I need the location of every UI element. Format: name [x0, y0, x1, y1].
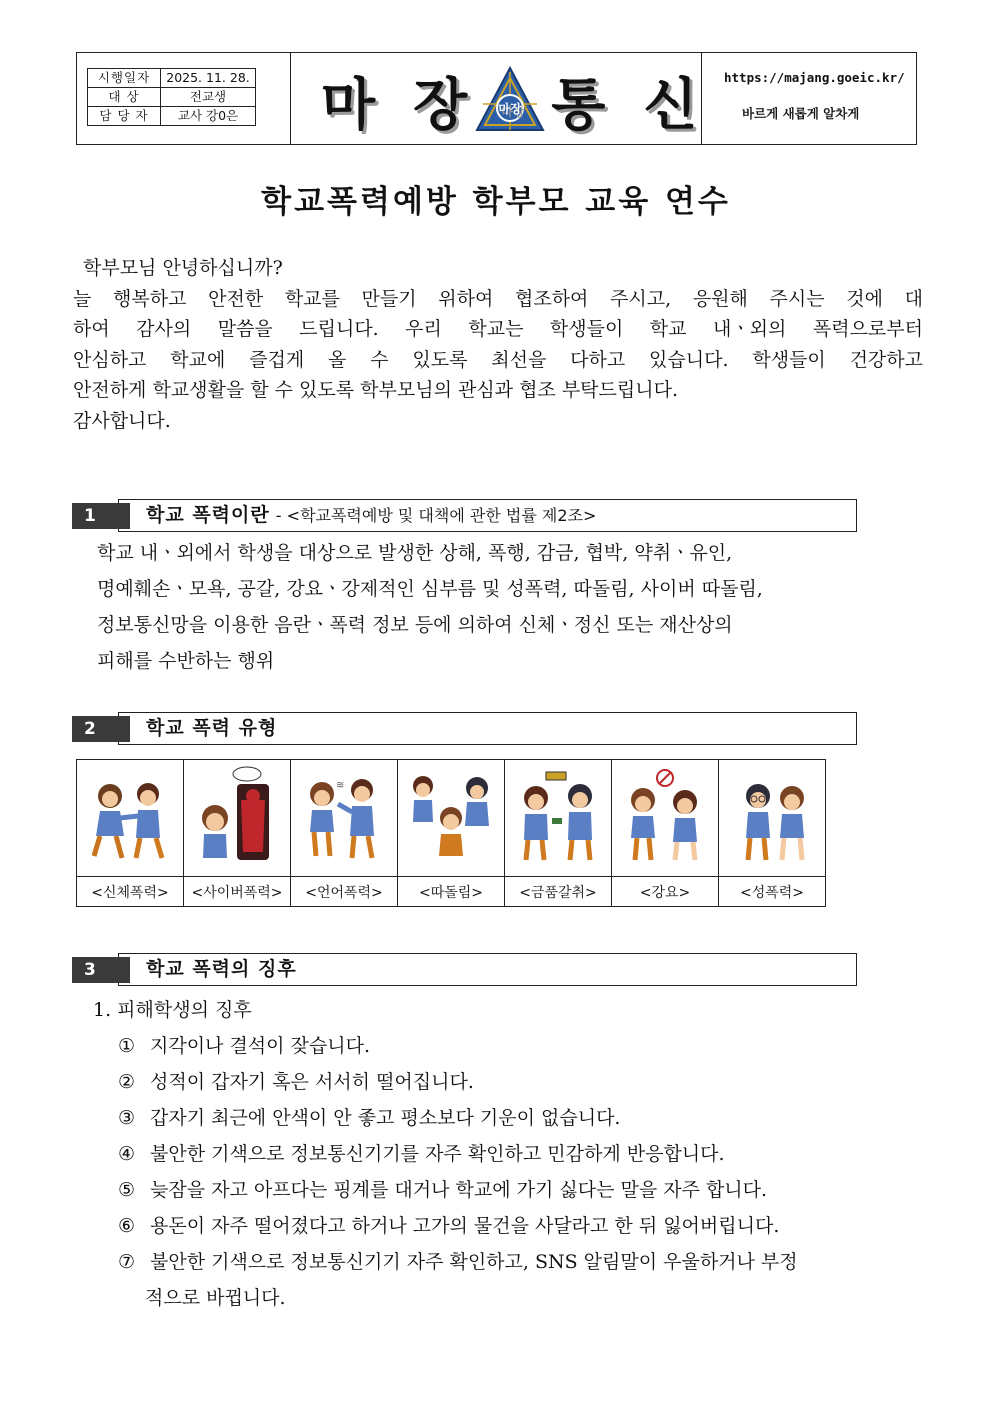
section-title: 학교 폭력이란 [146, 504, 270, 526]
signs-list [93, 992, 923, 1316]
sexual-violence-illustration-icon [722, 766, 822, 866]
section-title-box [118, 499, 857, 532]
label-row [77, 877, 826, 907]
ostracism-illustration-icon [401, 766, 501, 866]
physical-violence-illustration-icon [80, 766, 180, 866]
section-2-header [72, 712, 857, 745]
item-number: ⑥ [118, 1215, 136, 1237]
svg-text:≋: ≋ [336, 780, 345, 791]
extortion-illustration-icon [508, 766, 608, 866]
section-1-header [72, 499, 857, 532]
meta-key: 대 상 [88, 88, 161, 107]
school-url-link[interactable]: https://majang.goeic.kr/ [724, 70, 905, 85]
type-label: <신체폭력> [77, 877, 184, 907]
extortion-cell [505, 760, 612, 877]
list-item [93, 1244, 923, 1280]
item-number: ① [118, 1035, 136, 1057]
masthead-char: 통 [551, 73, 606, 138]
meta-value: 교사 강0은 [161, 107, 256, 126]
section-title: 학교 폭력의 징후 [146, 958, 297, 980]
item-number: ④ [118, 1143, 136, 1165]
newsletter-header [76, 52, 917, 145]
cyber-violence-cell [184, 760, 291, 877]
section-number: 2 [72, 716, 130, 742]
meta-panel [77, 53, 291, 144]
meta-row-target [88, 88, 256, 107]
list-item [93, 1028, 923, 1064]
signs-heading: 1. 피해학생의 징후 [93, 999, 252, 1021]
masthead [321, 61, 697, 141]
link-panel [702, 53, 916, 144]
section-title: 학교 폭력 유형 [146, 717, 278, 739]
arrow-right-icon [118, 503, 130, 529]
intro-line: 늘 행복하고 안전한 학교를 만들기 위하여 협조하여 주시고, 응원해 주시는 것에 대 [73, 287, 923, 310]
intro-line: 학부모님 안녕하십니까? [83, 257, 283, 279]
item-text: 용돈이 자주 떨어졌다고 하거나 고가의 물건을 사달라고 한 뒤 잃어버립니다. [150, 1215, 780, 1237]
intro-line: 감사합니다. [73, 409, 171, 432]
coercion-cell [612, 760, 719, 877]
masthead-char: 신 [643, 73, 698, 138]
item-text: 불안한 기색으로 정보통신기기 자주 확인하고, SNS 알림말이 우울하거나 부정 [150, 1251, 798, 1273]
masthead-char: 장 [413, 73, 468, 138]
meta-value: 전교생 [161, 88, 256, 107]
intro-line: 안전하게 학교생활을 할 수 있도록 학부모님의 관심과 협조 부탁드립니다. [73, 379, 678, 401]
section-title-box [118, 953, 857, 986]
masthead-char: 마 [321, 73, 376, 138]
logo-text: 마장 [498, 102, 522, 116]
item-text: 갑자기 최근에 안색이 안 좋고 평소보다 기운이 없습니다. [150, 1107, 621, 1129]
verbal-violence-cell [291, 760, 398, 877]
violence-types-table [76, 759, 826, 907]
list-item [93, 1208, 923, 1244]
item-number: ③ [118, 1107, 136, 1129]
section-title-box [118, 712, 857, 745]
meta-key: 시행일자 [88, 69, 161, 88]
meta-row-date [88, 69, 256, 88]
definition-line: 정보통신망을 이용한 음란ㆍ폭력 정보 등에 의하여 신체ㆍ정신 또는 재산상의 [97, 614, 733, 636]
list-item [93, 1100, 923, 1136]
intro-line: 안심하고 학교에 즐겁게 올 수 있도록 최선을 다하고 있습니다. 학생들이 건강하고 [73, 348, 923, 371]
meta-key: 담 당 자 [88, 107, 161, 126]
list-item [93, 1064, 923, 1100]
type-label: <따돌림> [398, 877, 505, 907]
type-label: <언어폭력> [291, 877, 398, 907]
physical-violence-cell [77, 760, 184, 877]
definition-text [97, 535, 877, 679]
section-subtitle: - <학교폭력예방 및 대책에 관한 법률 제2조> [275, 506, 597, 525]
meta-value: 2025. 11. 28. [161, 69, 256, 88]
intro-paragraph [73, 253, 923, 436]
coercion-illustration-icon [615, 766, 715, 866]
arrow-right-icon [118, 957, 130, 983]
definition-line: 학교 내ㆍ외에서 학생을 대상으로 발생한 상해, 폭행, 감금, 협박, 약취ㆍ유인, [97, 542, 733, 564]
section-number: 1 [72, 503, 130, 529]
masthead-panel [291, 53, 702, 144]
item-text: 늦잠을 자고 아프다는 핑계를 대거나 학교에 가기 싫다는 말을 자주 합니다. [150, 1179, 768, 1201]
type-label: <금품갈취> [505, 877, 612, 907]
section-number: 3 [72, 957, 130, 983]
item-number: ⑤ [118, 1179, 136, 1201]
item-text: 성적이 갑자기 혹은 서서히 떨어집니다. [150, 1071, 474, 1093]
item-text: 불안한 기색으로 정보통신기기를 자주 확인하고 민감하게 반응합니다. [150, 1143, 725, 1165]
list-item [93, 1136, 923, 1172]
item-number: ⑦ [118, 1251, 136, 1273]
sexual-violence-cell [719, 760, 826, 877]
definition-line: 명예훼손ㆍ모욕, 공갈, 강요ㆍ강제적인 심부름 및 성폭력, 따돌림, 사이버 따돌림, [97, 578, 763, 600]
meta-row-owner [88, 107, 256, 126]
item-text: 지각이나 결석이 잦습니다. [150, 1035, 371, 1057]
school-slogan: 바르게 새롭게 알차게 [742, 106, 860, 121]
illustration-row [77, 760, 826, 877]
item-number: ② [118, 1071, 136, 1093]
page-title: 학교폭력예방 학부모 교육 연수 [261, 184, 731, 220]
section-3-header [72, 953, 857, 986]
list-item [93, 1172, 923, 1208]
list-item-continuation: 적으로 바뀝니다. [145, 1287, 286, 1309]
intro-line: 하여 감사의 말씀을 드립니다. 우리 학교는 학생들이 학교 내ㆍ외의 폭력으로부터 [73, 318, 923, 340]
cyber-violence-illustration-icon [187, 766, 287, 866]
school-logo-icon [473, 64, 547, 138]
type-label: <강요> [612, 877, 719, 907]
ostracism-cell [398, 760, 505, 877]
arrow-right-icon [118, 716, 130, 742]
meta-table [87, 68, 256, 126]
type-label: <성폭력> [719, 877, 826, 907]
definition-line: 피해를 수반하는 행위 [97, 650, 275, 672]
type-label: <사이버폭력> [184, 877, 291, 907]
verbal-violence-illustration-icon [294, 766, 394, 866]
